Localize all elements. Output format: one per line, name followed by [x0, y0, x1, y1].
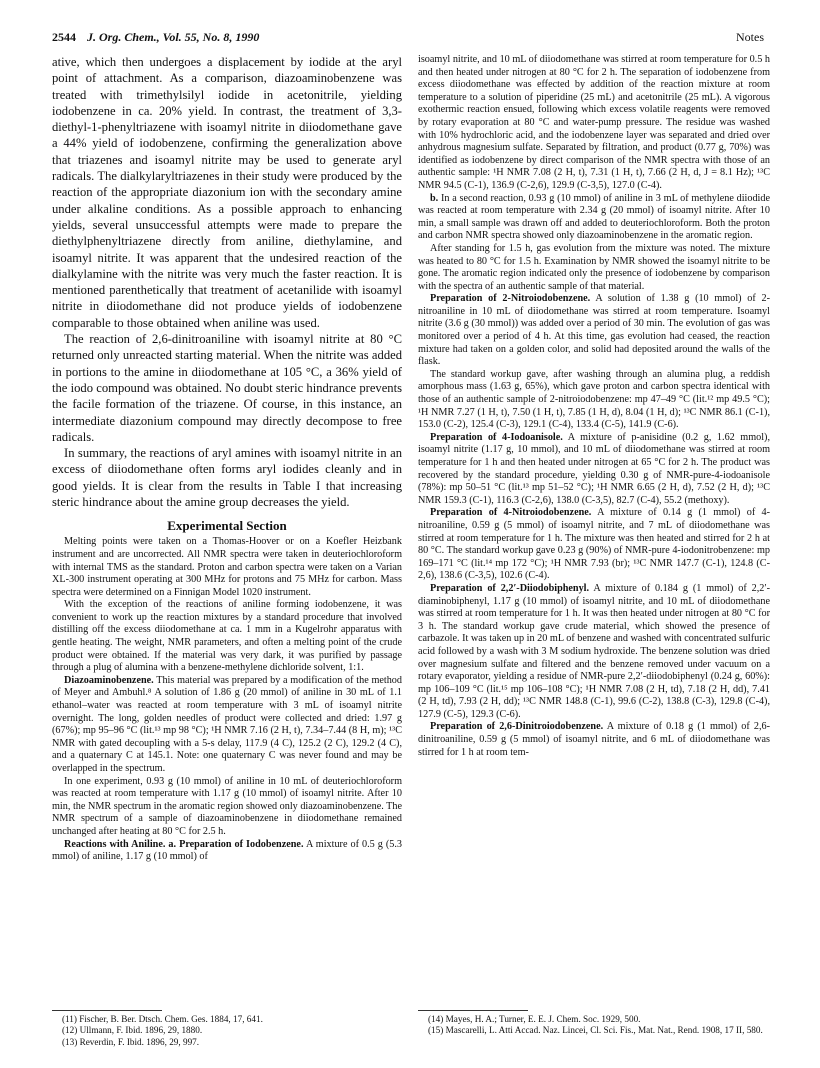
- paragraph-iodobenzene-cont: isoamyl nitrite, and 10 mL of diiodomethane was stirred at room temperature for 0.5 h and then heated under nitrogen at 80 °C for 2 h. The separation of iodobenzene from excess diiodomethane was effected by addition of the reaction mixture at room temperature to a solution of piperidine (25 mL) and acetonitrile (25 mL). A vigorous exothermic reaction ensued, following which excess volatile reagents were removed by rotary evaporation at 80 °C and water-pump pressure. The residue was washed with 10% hydrochloric acid, and the iodobenzene layer was separated and dried over anhydrous magnesium sulfate. Separated by filtration, and product (0.77 g, 70%) was identified as iodobenzene by direct comparison of the NMR spectra with those of an authentic sample: ¹H NMR 7.08 (2 H, t), 7.31 (1 H, t), 7.66 (2 H, d, J = 8.1 Hz); ¹³C NMR 94.5 (C-1), 136.9 (C-2,6), 129.9 (C-3,5), 127.0 (C-4).: [418, 54, 770, 191]
- paragraph-2-nitroiodobenzene: [418, 293, 770, 369]
- run-in-heading: Preparation of 4-Nitroiodobenzene.: [430, 507, 592, 519]
- paragraph-second-reaction: [418, 193, 770, 243]
- run-in-heading: Preparation of 2-Nitroiodobenzene.: [430, 293, 591, 305]
- run-in-heading: Reactions with Aniline. a. Preparation of Iodobenzene.: [64, 838, 304, 850]
- paragraph-body: A mixture of 0.184 g (1 mmol) of 2,2′-diaminobiphenyl, 1.17 g (10 mmol) of isoamyl nitrite, and 10 mL of diiodomethane was stirred at room temperature for 1 h. It was then heated under nitrogen at 80 °C for 3 h. The standard workup gave crude material, which showed the presence of carbazole. It was taken up in 20 mL of benzene and washed with concentrated sulfuric acid followed by a wash with 3 M sodium hydroxide. The benzene solution was dried over magnesium sulfate and filtered and the benzene removed under vacuum on a rotary evaporator, yielding a residue of NMR-pure 2,2′-diiodobiphenyl (0.24 g, 60%): mp 106–109 °C (lit.¹⁵ mp 106–108 °C); ¹H NMR 7.08 (2 H, td), 7.18 (2 H, dd), 7.41 (2 H, td), 7.93 (2 H, dd); ¹³C NMR 148.8 (C-1), 99.6 (C-2), 138.8 (C-3), 129.8 (C-4), 127.9 (C-5), 129.3 (C-6).: [418, 582, 770, 720]
- paragraph-summary: In summary, the reactions of aryl amines with isoamyl nitrite in an excess of diiodomethane often forms aryl iodides cleanly and in good yields. It is clear from the results in Table I that increasing steric hindrance about the amine group decreases the yield.: [52, 446, 402, 510]
- run-in-heading: Diazoaminobenzene.: [64, 674, 154, 686]
- header-left: [52, 30, 259, 45]
- paragraph-4-nitroiodobenzene: [418, 507, 770, 583]
- journal-citation: J. Org. Chem., Vol. 55, No. 8, 1990: [87, 30, 260, 44]
- paragraph-workup: With the exception of the reactions of aniline forming iodobenzene, it was convenient to work up the reaction mixtures by a standard procedure that involved distilling off the excess diiodomethane at ca. 1 mm in a Kugelrohr apparatus with gentle heating. The weight, NMR parameters, and often a melting point of the crude product were obtained. If the material was very dark, it was purified by passage through a plug of alumina with a benzene-methylene dichloride solvent, 1:1.: [52, 599, 402, 674]
- page-number: 2544: [52, 30, 76, 44]
- paragraph-dinitroiodobenzene: [418, 721, 770, 759]
- paragraph-gas-evolution: After standing for 1.5 h, gas evolution from the mixture was noted. The mixture was heated to 80 °C for 1.5 h. Examination by NMR showed the isoamyl nitrite to be gone. The aromatic region indicated only the presence of iodobenzene by comparison with the spectra of an authentic sample of that material.: [418, 242, 770, 292]
- paragraph-body: A mixture of p-anisidine (0.2 g, 1.62 mmol), isoamyl nitrite (1.17 g, 10 mmol), and 10 mL of diiodomethane was stirred at room temperature for 1 h and then heated under nitrogen at 65 °C for 2 h. The product was recovered by the standard procedure, yielding 0.30 g of NMR-pure-4-iodoanisole (78%): mp 50–51 °C (lit.¹³ mp 51–52 °C); ¹H NMR 6.65 (2 H, d), 7.52 (2 H, d); ¹³C NMR 159.3 (C-1), 116.3 (C-2,6), 138.0 (C-3,5), 82.7 (C-4), 55.2 (methoxy).: [418, 431, 770, 506]
- footnote: (13) Reverdin, F. Ibid. 1896, 29, 997.: [62, 1036, 200, 1047]
- run-in-heading: Preparation of 4-Iodoanisole.: [430, 431, 563, 443]
- run-in-heading: b.: [430, 192, 439, 204]
- footnotes-left: [52, 1014, 402, 1048]
- left-column: [52, 54, 402, 864]
- paragraph-aniline-reactions: [52, 839, 402, 864]
- paragraph-body: In a second reaction, 0.93 g (10 mmol) of aniline in 3 mL of methylene diiodide was reacted at room temperature with 2.34 g (20 mmol) of isoamyl nitrite. After 10 min, a small sample was drawn off and added to deuteriochloroform. Both the proton and carbon NMR spectra showed only diazoaminobenzene in the aromatic region.: [418, 192, 770, 242]
- paragraph-nmr-experiment: In one experiment, 0.93 g (10 mmol) of aniline in 10 mL of deuteriochloroform was reacted at room temperature with 1.17 g (10 mmol) of isoamyl nitrite. After 10 min, the NMR spectrum in the aromatic region showed only diazoaminobenzene. The NMR spectrum of a sample of diazoaminobenzene in diiodomethane remained unchanged after heating at 80 °C for 2.5 h.: [52, 775, 402, 837]
- paragraph-standard-workup: The standard workup gave, after washing through an alumina plug, a reddish amorphous mass (1.63 g, 65%), which gave proton and carbon spectra identical with those of an authentic sample of 2-nitroiodobenzene: mp 47–49 °C (lit.¹² mp 49.5 °C); ¹H NMR 7.27 (1 H, t), 7.50 (1 H, t), 7.85 (1 H, d), 8.04 (1 H, d); ¹³C NMR 86.1 (C-1), 153.0 (C-2), 125.4 (C-3), 129.1 (C-4), 133.4 (C-5), 141.9 (C-6).: [418, 368, 770, 431]
- paragraph-4-iodoanisole: [418, 432, 770, 508]
- footnotes-right: [418, 1014, 770, 1037]
- paragraph-body: A solution of 1.38 g (10 mmol) of 2-nitroaniline in 10 mL of diiodomethane was stirred at room temperature. Isoamyl nitrite (3.6 g (30 mmol)) was added over a period of 30 min. The evolution of gas was monitored over a period of 4 h. At this time, gas evolution had ceased, the reaction mixture had taken on a golden color, and solid had deposited around the walls of the flask.: [418, 293, 770, 368]
- footnote-rule: [52, 1010, 162, 1011]
- paragraph-body: This material was prepared by a modification of the method of Meyer and Ambuhl.⁸ A solution of 1.86 g (20 mmol) of aniline in 30 mL of 1.1 ethanol–water was reacted at room temperature with 3 mL of isoamyl nitrite overnight. The long, golden needles of product were collected and dried: 1.97 g (67%); mp 95–96 °C (lit.¹³ mp 98 °C); ¹H NMR 7.16 (2 H, t), 7.34–7.44 (8 H, m); ¹³C NMR with gated decoupling with a 5-s delay, 117.9 (4 C), 125.2 (2 C), 129.2 (4 C), and a quaternary C at 145.1. Note: one quaternary C was never found and may be overlapped in the spectrum.: [52, 674, 402, 774]
- paragraph-instruments: Melting points were taken on a Thomas-Hoover or on a Koefler Heizbank instrument and are uncorrected. All NMR spectra were taken in deuteriochloroform with internal TMS as the standard. Proton and carbon spectra were taken on a Varian XL-300 instrument operating at 300 MHz for protons and 75 MHz for carbon. Mass spectra were determined on a Finnigan Model 1020 instrument.: [52, 536, 402, 598]
- paragraph-diazoaminobenzene: [52, 675, 402, 776]
- paragraph-body: A mixture of 0.18 g (1 mmol) of 2,6-dinitroaniline, 0.59 g (5 mmol) of isoamyl nitrite, and 6 mL of diiodomethane was stirred for 1 h at room tem-: [418, 721, 770, 758]
- section-label: Notes: [736, 30, 764, 44]
- paragraph-diiodobiphenyl: [418, 583, 770, 722]
- footnote: (12) Ullmann, F. Ibid. 1896, 29, 1880.: [62, 1025, 203, 1036]
- paragraph-continuation: ative, which then undergoes a displacement by iodide at the aryl point of attachment. As a comparison, diazoaminobenzene was treated with trimethylsilyl iodide in acetonitrile, yielding iodobenzene in ca. 20% yield. In contrast, the treatment of 3,3-diethyl-1-phenyltriazene with isoamyl nitrite in diiodomethane gave a 44% yield of iodobenzene, confirming the generalization above that triazenes and isoamyl nitrite may be used to generate aryl radicals. The dialkylaryltriazenes in their study were produced by the reaction of the appropriate diazonium ion with the secondary amine under alkaline conditions. As a possible approach to enhancing yields, several unsuccessful attempts were made to prepare the diethylphenyltriazene directly from aniline, diethylamine, and isoamyl nitrite. It was apparent that the undesired reaction of the dialkylamine with the nitrite was very much the faster reaction. It is mentioned parenthetically that treatment of acetanilide with isoamyl nitrite in diiodomethane did not produce yields of iodobenzene comparable to those obtained when aniline was used.: [52, 55, 402, 330]
- footnote: (15) Mascarelli, L. Atti Accad. Naz. Lincei, Cl. Sci. Fis., Mat. Nat., Rend. 1908, 17 II, 580.: [428, 1025, 763, 1036]
- section-heading-experimental: Experimental Section: [167, 518, 287, 534]
- run-in-heading: Preparation of 2,6-Dinitroiodobenzene.: [430, 721, 604, 733]
- footnote-rule: [418, 1010, 528, 1011]
- footnote: (14) Mayes, H. A.; Turner, E. E. J. Chem. Soc. 1929, 500.: [428, 1014, 641, 1024]
- paragraph-dinitroaniline: The reaction of 2,6-dinitroaniline with isoamyl nitrite at 80 °C returned only unreacted starting material. When the nitrite was added in portions to the amine in diiodomethane at 105 °C, a 36% yield of the iodo compound was obtained. No doubt steric hindrance prevents the facile formation of the triazene. Of course, in this instance, an intermediate diazonium compound may directly decompose to free radicals.: [52, 332, 402, 444]
- footnote: (11) Fischer, B. Ber. Dtsch. Chem. Ges. 1884, 17, 641.: [62, 1014, 263, 1024]
- run-in-heading: Preparation of 2,2′-Diiodobiphenyl.: [430, 582, 590, 594]
- paragraph-body: A mixture of 0.14 g (1 mmol) of 4-nitroaniline, 0.59 g (5 mmol) of isoamyl nitrite, and 7 mL of diiodomethane was stirred at room temperature for 1 h. The mixture was then heated and stirred for 2 h at 80 °C. The standard workup gave 0.23 g (90%) of NMR-pure 4-iodonitrobenzene: mp 169–171 °C (lit.¹⁴ mp 172 °C); ¹H NMR 7.93 (br); ¹³C NMR 147.7 (C-1), 124.8 (C-2,6), 138.6 (C-3,5), 102.6 (C-4).: [418, 507, 770, 582]
- paragraph-body: A mixture of 0.5 g (5.3 mmol) of aniline, 1.17 g (10 mmol) of: [52, 838, 402, 863]
- right-column: [418, 54, 770, 759]
- running-header: [52, 30, 764, 48]
